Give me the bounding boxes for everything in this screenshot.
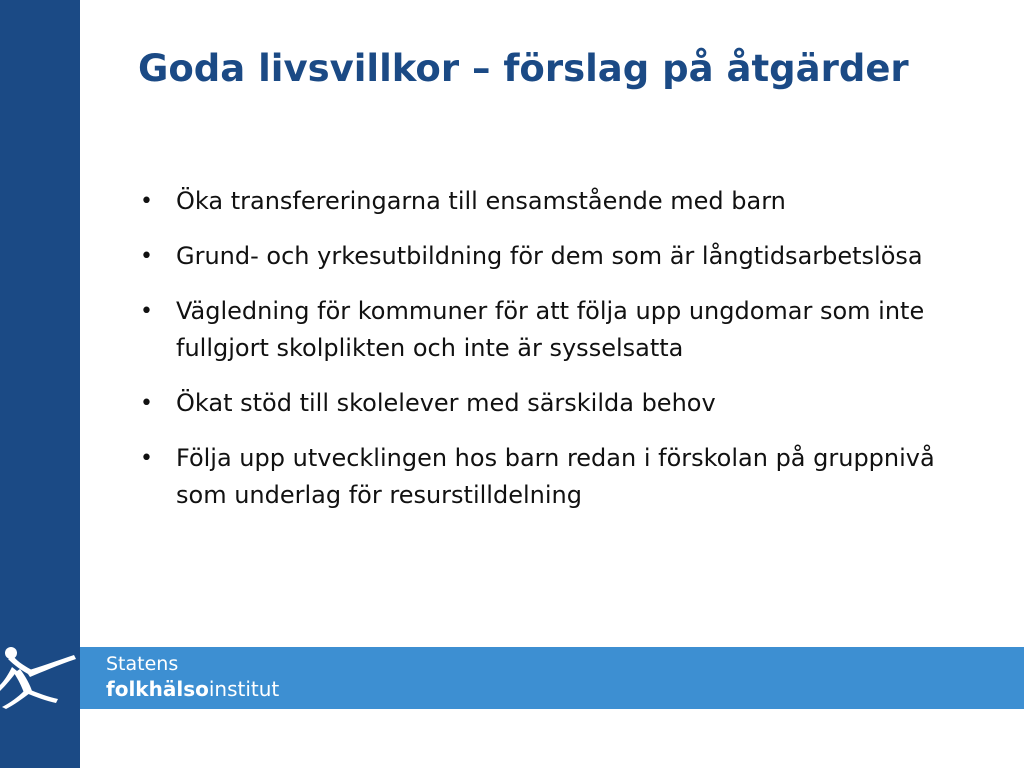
bullet-text: Vägledning för kommuner för att följa upp ungdomar som inte fullgjort skolplikten och inte är sysselsatta (176, 297, 925, 362)
brand-bold-part: folkhälso (106, 677, 209, 701)
bullet-dot-icon: • (140, 189, 153, 214)
bullet-text: Följa upp utvecklingen hos barn redan i förskolan på gruppnivå som underlag för resurstilldelning (176, 444, 935, 509)
bullet-dot-icon: • (140, 244, 153, 269)
bullet-text: Ökat stöd till skolelever med särskilda behov (176, 389, 716, 417)
bullet-dot-icon: • (140, 299, 153, 324)
bullet-text: Grund- och yrkesutbildning för dem som är långtidsarbetslösa (176, 242, 923, 270)
bullet-text: Öka transfereringarna till ensamstående med barn (176, 187, 786, 215)
bullet-item (140, 183, 980, 220)
bullet-item (140, 385, 980, 422)
brand-line-statens: Statens (106, 653, 179, 675)
organization-brand (106, 652, 279, 702)
leaping-figure-icon (0, 645, 82, 709)
brand-normal-part: institut (208, 677, 280, 701)
bullet-item (140, 440, 980, 514)
bullet-list (140, 183, 980, 532)
bullet-dot-icon: • (140, 446, 153, 471)
bullet-dot-icon: • (140, 391, 153, 416)
brand-line-folkhalsoinstitut (106, 676, 279, 702)
bullet-item (140, 238, 980, 275)
slide-title: Goda livsvillkor – förslag på åtgärder (138, 47, 909, 90)
bullet-item (140, 293, 980, 367)
